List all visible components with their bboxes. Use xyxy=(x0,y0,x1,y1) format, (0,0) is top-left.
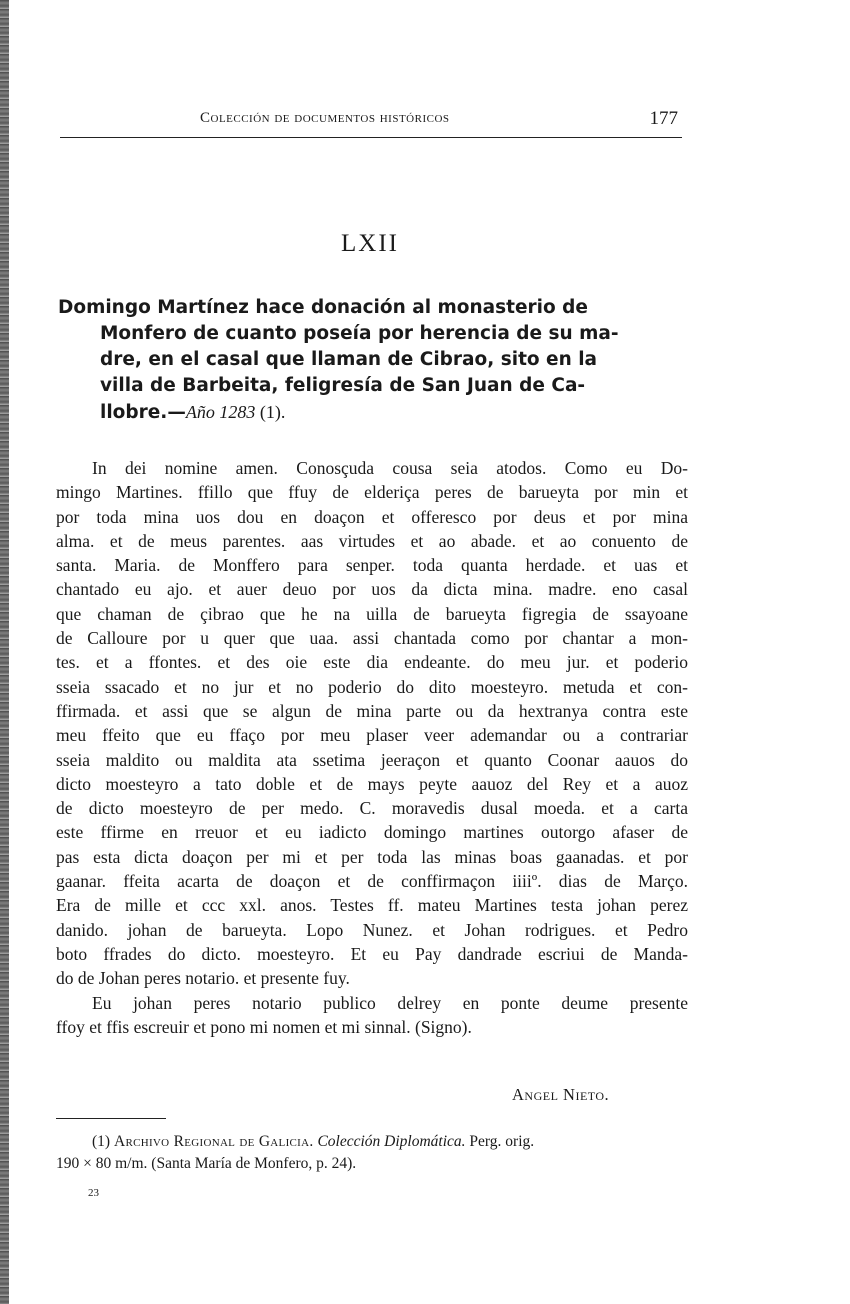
text-line: santa. Maria. de Monffero para senper. toda quanta herdade. et uas et xyxy=(56,555,688,576)
text-line: Era de mille et ccc xxl. anos. Testes ff. mateu Martines testa johan perez xyxy=(56,895,688,916)
summary-line: dre, en el casal que llaman de Cibrao, sito en la xyxy=(100,349,598,370)
text-line: sseia maldito ou maldita ata ssetima jeeraçon et quanto Coonar aauos do xyxy=(56,749,688,770)
printer-signature-mark: 23 xyxy=(88,1187,99,1199)
running-head xyxy=(60,108,682,132)
text-line: que chaman de çibrao que he na uilla de barueyta figregia de ssayoane xyxy=(56,603,688,624)
text-line: este ffirme en rreuor et eu iadicto domingo martines outorgo afaser de xyxy=(56,822,688,843)
text-line: ffirmada. et assi que se algun de mina parte ou da hextranya contra este xyxy=(56,700,688,721)
text-line: tes. et a ffontes. et des oie este dia endeante. do meu jur. et poderio xyxy=(56,652,688,673)
editor-signature: Angel Nieto. xyxy=(512,1085,610,1104)
text-line: alma. et de meus parentes. aas virtudes et ao abade. et ao conuento de xyxy=(56,530,688,551)
summary-footnote-ref: (1). xyxy=(255,402,286,422)
document-summary xyxy=(58,295,698,426)
footnote-line: 190 × 80 m/m. (Santa María de Monfero, p. 24). xyxy=(56,1155,357,1172)
document-number: LXII xyxy=(341,230,399,257)
text-line: sseia ssacado et no jur et no poderio do dito moesteyro. metuda et con- xyxy=(56,676,688,697)
notary-line: Eu johan peres notario publico delrey en ponte deume presente xyxy=(92,992,688,1013)
text-line: In dei nomine amen. Conosçuda cousa seia atodos. Como eu Do- xyxy=(92,458,688,478)
text-line: gaanar. ffeita acarta de doaçon et de conffirmaçon iiiiº. dias de Março. xyxy=(56,871,688,892)
text-line: dicto moesteyro a tato doble et de mays peyte aauoz del Rey et a auoz xyxy=(56,773,688,794)
summary-last-text: llobre.— xyxy=(100,402,186,423)
text-line: por toda mina uos dou en doaçon et offeresco por deus et por mina xyxy=(56,506,688,527)
text-line: pas esta dicta doaçon per mi et per toda las minas boas gaanadas. et por xyxy=(56,846,688,867)
footnote-line xyxy=(56,1131,686,1153)
footnote-collection: Colección Diplomática. xyxy=(317,1133,466,1150)
text-line: do de Johan peres notario. et presente fuy. xyxy=(56,968,350,989)
footnote-archive: Archivo Regional de Galicia. xyxy=(113,1133,314,1150)
text-line: mingo Martines. ffillo que ffuy de elderiça peres de barueyta por min et xyxy=(56,482,688,503)
summary-line: villa de Barbeita, feligresía de San Juan de Ca- xyxy=(100,375,586,396)
text-line: chantado eu ajo. et auer deuo por uos da dicta mina. madre. eno casal xyxy=(56,579,688,600)
summary-line: Domingo Martínez hace donación al monasterio de xyxy=(58,297,588,318)
running-title: Colección de documentos históricos xyxy=(200,110,450,126)
footnote xyxy=(56,1131,686,1175)
page-number: 177 xyxy=(649,108,678,129)
summary-line-last xyxy=(58,399,698,426)
charter-text xyxy=(56,456,688,1039)
footnote-rule xyxy=(56,1118,166,1119)
text-line: de dicto moesteyro de per medo. C. moravedis dusal moeda. et a carta xyxy=(56,798,688,819)
text-line: meu ffeito que eu ffaço por meu plaser veer ademandar ou a contrariar xyxy=(56,725,688,746)
text-line: danido. johan de barueyta. Lopo Nunez. et Johan rodrigues. et Pedro xyxy=(56,919,688,940)
header-rule xyxy=(60,137,682,138)
footnote-marker: (1) xyxy=(92,1133,111,1150)
text-line: boto ffrades do dicto. moesteyro. Et eu Pay dandrade escriui de Manda- xyxy=(56,943,688,964)
footnote-line1-rest: Perg. orig. xyxy=(465,1133,535,1150)
notary-line: ffoy et ffis escreuir et pono mi nomen et mi sinnal. (Signo). xyxy=(56,1016,472,1037)
scan-edge xyxy=(0,0,9,1304)
summary-year: Año 1283 xyxy=(185,402,256,422)
summary-line: Monfero de cuanto poseía por herencia de su ma- xyxy=(100,323,619,344)
text-line: de Calloure por u quer que uaa. assi chantada como por chantar a mon- xyxy=(56,628,688,649)
